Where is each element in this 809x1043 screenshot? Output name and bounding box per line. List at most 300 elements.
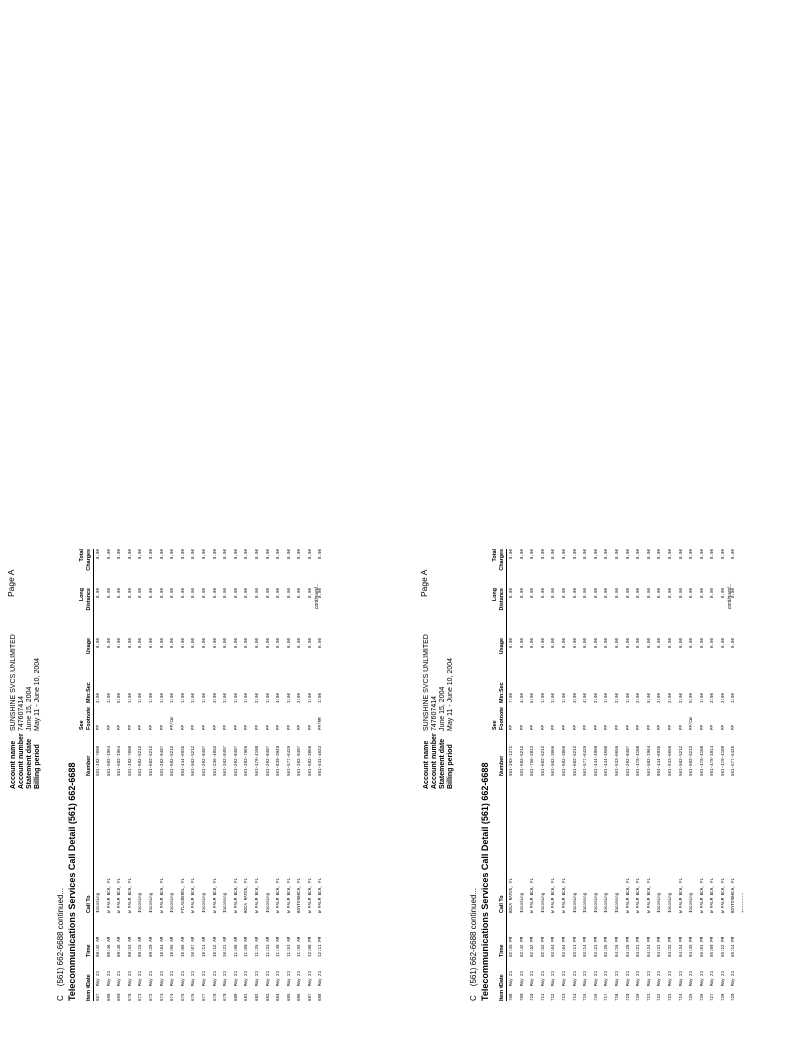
table-row	[295, 549, 306, 1001]
footnote-cell: PP	[266, 724, 271, 730]
time-cell: 03:11 PM	[573, 936, 578, 957]
number-cell: 561-202-8497	[160, 745, 165, 776]
time-cell: 09:29 AM	[149, 936, 154, 957]
billing-period-label: Billing period	[34, 744, 41, 789]
continued-heading-text: (561) 662-6688 continued...	[56, 887, 65, 987]
minsec-cell: 2:00	[668, 692, 673, 703]
usage-cell: 0.00	[615, 638, 620, 649]
number-cell: 561-502-3866	[308, 745, 313, 776]
usage-cell: 0.00	[531, 638, 536, 649]
header-call-to: Call To	[499, 895, 505, 913]
header-time: Time	[499, 944, 505, 957]
footnote-cell: PP	[149, 724, 154, 730]
total-charges-cell: 0.00	[637, 549, 642, 560]
total-charges-cell: 0.00	[721, 549, 726, 560]
item-cell: 667	[97, 993, 101, 1001]
number-cell: 561-393-1372	[510, 745, 514, 776]
total-charges-cell: 0.00	[139, 549, 144, 560]
item-cell: 727	[711, 993, 716, 1001]
time-cell: 08:42 AM	[97, 936, 101, 957]
header-date: Date	[499, 974, 505, 986]
table-row	[126, 549, 137, 1001]
time-cell: 05:14 PM	[732, 936, 737, 957]
date-cell: May 21	[234, 970, 239, 986]
table-row	[560, 549, 571, 1001]
header-charges: Charges	[86, 549, 92, 571]
number-cell: 561-577-6425	[287, 745, 292, 776]
table-row	[634, 549, 645, 1001]
minsec-cell: 1:00	[234, 692, 239, 703]
item-cell: 671	[139, 993, 144, 1001]
date-cell: May 21	[319, 970, 324, 986]
number-cell: 561-502-5212	[149, 745, 154, 776]
usage-cell: 0.00	[149, 638, 154, 649]
table-row	[729, 549, 740, 1001]
usage-cell: 0.00	[732, 638, 737, 649]
long-distance-cell: 0.00	[626, 588, 631, 599]
long-distance-cell: 0.00	[520, 588, 525, 599]
minsec-cell: 1:00	[245, 692, 250, 703]
long-distance-cell: 0.00	[319, 588, 324, 599]
table-row	[232, 549, 243, 1001]
time-cell: 11:55 AM	[298, 936, 303, 957]
date-cell: May 21	[658, 970, 663, 986]
header-usage: Usage	[499, 638, 505, 655]
footnote-cell: PP	[224, 724, 229, 730]
long-distance-cell: 0.00	[668, 588, 673, 599]
number-cell: 561-478-4188	[700, 745, 705, 776]
usage-cell: 0.00	[647, 638, 652, 649]
header-minsec: Min:Sec	[499, 682, 505, 703]
minsec-cell: 1:00	[562, 692, 567, 703]
time-cell: 09:15 AM	[139, 936, 144, 957]
time-cell: 04:21 PM	[637, 936, 642, 957]
footnote-cell: PP	[700, 724, 705, 730]
usage-cell: 0.00	[562, 638, 567, 649]
table-row	[316, 549, 327, 1001]
number-cell: 561-577-6425	[732, 745, 737, 776]
long-distance-cell: 0.00	[531, 588, 536, 599]
time-cell: 10:05 AM	[171, 936, 176, 957]
footnote-cell: PP	[679, 724, 684, 730]
table-row	[274, 549, 285, 1001]
number-cell: 561-502-5212	[139, 745, 144, 776]
call-to-cell: W PALM BCH, FL	[107, 877, 112, 913]
time-cell: 10:21 AM	[224, 936, 229, 957]
time-cell: 10:12 AM	[213, 936, 218, 957]
table-row	[136, 549, 147, 1001]
time-cell: 03:14 PM	[584, 936, 589, 957]
table-row	[687, 549, 698, 1001]
number-cell: 954-444-6936	[658, 745, 663, 776]
item-cell: 725	[690, 993, 695, 1001]
date-cell: May 21	[118, 970, 123, 986]
billing-period-label: Billing period	[447, 744, 454, 789]
total-charges-cell: 0.00	[97, 549, 101, 560]
number-cell: 561-392-7000	[97, 745, 101, 776]
time-cell: 11:09 AM	[245, 936, 250, 957]
item-cell: 678	[213, 993, 218, 1001]
item-cell: 683	[266, 993, 271, 1001]
call-to-cell: W PALM BCH, FL	[700, 877, 705, 913]
item-cell: 670	[128, 993, 133, 1001]
date-cell: May 21	[626, 970, 631, 986]
time-cell: 05:12 PM	[721, 936, 726, 957]
usage-cell: 0.00	[245, 638, 250, 649]
item-cell: 684	[277, 993, 282, 1001]
footnote-cell: PP	[181, 724, 186, 730]
long-distance-cell: 0.00	[287, 588, 292, 599]
minsec-cell: 1:00	[308, 692, 313, 703]
item-cell: 719	[626, 993, 631, 1001]
usage-cell: 0.00	[679, 638, 684, 649]
number-cell: 561-444-4958	[594, 745, 599, 776]
time-cell: 03:04 PM	[552, 936, 557, 957]
usage-cell: 0.00	[202, 638, 207, 649]
minsec-cell: 2:00	[658, 692, 663, 703]
number-cell: 561-582-1964	[107, 745, 112, 776]
date-cell: May 21	[192, 970, 197, 986]
total-charges-cell: 0.00	[213, 549, 218, 560]
item-cell: 685	[287, 993, 292, 1001]
billing-period-value: May 11 - June 10, 2004	[447, 657, 454, 731]
total-charges-cell: 0.00	[171, 549, 176, 560]
date-cell: May 21	[128, 970, 133, 986]
item-cell: 681	[245, 993, 250, 1001]
account-name-value: SUNSHINE SVCS UNLIMITED	[423, 634, 430, 731]
total-charges-cell: 0.00	[562, 549, 567, 560]
long-distance-cell: 0.00	[615, 588, 620, 599]
table-row	[592, 549, 603, 1001]
usage-cell: 0.00	[107, 638, 112, 649]
table-row	[549, 549, 560, 1001]
usage-cell: 0.00	[700, 638, 705, 649]
date-cell: May 21	[160, 970, 165, 986]
footnote-cell: PP	[658, 724, 663, 730]
number-cell: 954-444-6936	[181, 745, 186, 776]
table-row	[242, 549, 253, 1001]
header-long: Long	[492, 588, 498, 602]
total-charges-cell: 0.00	[224, 549, 229, 560]
table-row	[645, 549, 656, 1001]
call-to-cell: W PALM BCH, FL	[637, 877, 642, 913]
item-cell: 721	[647, 993, 652, 1001]
footnote-cell: PP	[573, 724, 578, 730]
minsec-cell: 7:00	[510, 692, 514, 703]
usage-cell: 0.00	[224, 638, 229, 649]
header-item: Item #	[499, 985, 505, 1001]
call-to-cell: Incoming	[573, 892, 578, 913]
item-cell: 674	[171, 993, 176, 1001]
time-cell: 03:04 PM	[562, 936, 567, 957]
long-distance-cell: 0.00	[711, 588, 716, 599]
number-cell: 561-478-4188	[721, 745, 726, 776]
number-cell: 561-202-8497	[202, 745, 207, 776]
call-to-cell: W PALM BCH, FL	[552, 877, 557, 913]
call-to-cell: Incoming	[97, 892, 101, 913]
long-distance-cell: 0.00	[128, 588, 133, 599]
table-row	[528, 549, 539, 1001]
call-to-cell: W PALM BCH, FL	[647, 877, 652, 913]
total-charges-cell: 0.00	[160, 549, 165, 560]
call-detail-table	[78, 549, 330, 1001]
time-cell: 11:25 AM	[255, 936, 260, 957]
time-cell: 04:16 PM	[615, 936, 620, 957]
page-label: Page A	[6, 569, 16, 597]
date-cell: May 21	[605, 970, 610, 986]
number-cell: 561-202-8497	[224, 745, 229, 776]
total-charges-cell: 0.00	[298, 549, 303, 560]
usage-cell: 0.00	[668, 638, 673, 649]
footnote-cell: PP	[594, 724, 599, 730]
call-to-cell: BOYTONBHCH, FL	[298, 877, 303, 913]
table-row	[602, 549, 613, 1001]
footnote-cell: PP	[234, 724, 239, 730]
usage-cell: 0.00	[128, 638, 133, 649]
footnote-cell: PP	[160, 724, 165, 730]
header-distance: Distance	[499, 588, 505, 611]
header-call-to: Call To	[86, 895, 92, 913]
header-item: Item #	[86, 985, 92, 1001]
number-cell: 561-502-5212	[679, 745, 684, 776]
minsec-cell: 4:00	[277, 692, 282, 703]
minsec-cell: 1:00	[732, 692, 737, 703]
usage-cell: 0.00	[541, 638, 546, 649]
total-charges-cell: 0.00	[149, 549, 154, 560]
number-cell: 561-202-8497	[626, 745, 631, 776]
table-row	[147, 549, 158, 1001]
long-distance-cell: 0.00	[308, 588, 313, 599]
footnote-cell: PP/CW	[690, 717, 695, 730]
footnote-cell: PP	[255, 724, 260, 730]
total-charges-cell: 0.00	[319, 549, 324, 560]
usage-cell: 0.00	[573, 638, 578, 649]
long-distance-cell: 0.00	[562, 588, 567, 599]
minsec-cell: 1:00	[224, 692, 229, 703]
total-charges-cell: 0.00	[118, 549, 123, 560]
footnote-cell: PP	[287, 724, 292, 730]
table-row	[571, 549, 582, 1001]
number-cell: 561-502-3066	[552, 745, 557, 776]
call-to-cell: Incoming	[171, 892, 176, 913]
time-cell: 08:46 AM	[107, 936, 112, 957]
total-charges-cell: 0.00	[531, 549, 536, 560]
usage-cell: 0.00	[255, 638, 260, 649]
item-cell: 675	[181, 993, 186, 1001]
account-name-label: Account name	[10, 740, 17, 789]
long-distance-cell: 0.00	[298, 588, 303, 599]
continued-heading-text: (561) 662-6688 continued...	[469, 887, 478, 987]
long-distance-cell: 0.00	[690, 588, 695, 599]
long-distance-cell: 0.00	[541, 588, 546, 599]
call-to-cell: W PALM BCH, FL	[287, 877, 292, 913]
call-to-cell: Incoming	[584, 892, 589, 913]
usage-cell: 0.00	[277, 638, 282, 649]
usage-cell: 0.00	[234, 638, 239, 649]
total-charges-cell: 0.00	[552, 549, 557, 560]
number-cell: 561-577-6425	[584, 745, 589, 776]
call-detail-table	[491, 549, 743, 1001]
minsec-cell: 2:00	[97, 692, 101, 703]
call-to-cell: W PALM BCH, FL	[234, 877, 239, 913]
call-to-cell: W PALM BCH, FL	[160, 877, 165, 913]
date-cell: May 21	[552, 970, 557, 986]
table-row	[200, 549, 211, 1001]
total-charges-cell: 0.00	[668, 549, 673, 560]
date-cell: May 21	[679, 970, 684, 986]
usage-cell: 0.00	[721, 638, 726, 649]
minsec-cell: 1:00	[552, 692, 557, 703]
usage-cell: 0.00	[118, 638, 123, 649]
date-cell: May 21	[287, 970, 292, 986]
total-charges-cell: 0.00	[541, 549, 546, 560]
footnote-cell: PP	[107, 724, 112, 730]
time-cell: 02:52 PM	[541, 936, 546, 957]
long-distance-cell: 0.00	[171, 588, 176, 599]
time-cell: 04:35 PM	[690, 936, 695, 957]
statement-date-value: June 15, 2004	[439, 686, 446, 731]
minsec-cell: 1:00	[139, 692, 144, 703]
call-to-cell: Incoming	[541, 892, 546, 913]
footnote-cell: PP	[213, 724, 218, 730]
footnote-cell: PP	[308, 724, 313, 730]
table-row	[666, 549, 677, 1001]
table-row	[539, 549, 550, 1001]
item-cell: 713	[562, 993, 567, 1001]
usage-cell: 0.00	[287, 638, 292, 649]
time-cell: 10:06 AM	[181, 936, 186, 957]
header-distance: Distance	[86, 588, 92, 611]
number-cell: 561-582-1964	[647, 745, 652, 776]
item-cell: 668	[107, 993, 112, 1001]
continued-heading	[469, 888, 478, 1001]
call-to-cell: Incoming	[615, 892, 620, 913]
total-charges-cell: 0.00	[732, 549, 737, 560]
minsec-cell: 3:00	[213, 692, 218, 703]
number-cell: 561-502-5212	[573, 745, 578, 776]
minsec-cell: 1:00	[626, 692, 631, 703]
minsec-cell: 1:00	[192, 692, 197, 703]
date-cell: May 21	[97, 970, 101, 986]
long-distance-cell: 0.00	[107, 588, 112, 599]
call-to-cell: W PALM BCH, FL	[711, 877, 716, 913]
long-distance-cell: 0.00	[658, 588, 663, 599]
continued-note: continued...	[727, 583, 733, 609]
minsec-cell: 1:00	[202, 692, 207, 703]
table-row	[518, 549, 529, 1001]
call-to-cell: W PALM BCH, FL	[721, 877, 726, 913]
usage-cell: 0.00	[97, 638, 101, 649]
call-to-cell: W PALM BCH, FL	[192, 877, 197, 913]
table-row	[327, 549, 330, 1001]
statement-date-label: Statement date	[26, 738, 33, 789]
call-to-cell: Incoming	[149, 892, 154, 913]
total-charges-cell: 0.00	[700, 549, 705, 560]
total-charges-cell: 0.00	[711, 549, 716, 560]
billing-period-value: May 11 - June 10, 2004	[34, 657, 41, 731]
date-cell: May 21	[700, 970, 705, 986]
footnote-cell: PP	[711, 724, 716, 730]
number-cell: 561-502-5212	[541, 745, 546, 776]
item-cell: 714	[573, 993, 578, 1001]
call-to-cell: Incoming	[224, 892, 229, 913]
header-charges: Charges	[499, 549, 505, 571]
item-cell: 728	[721, 993, 726, 1001]
footnote-cell: PP	[552, 724, 557, 730]
footnote-cell: PP	[118, 724, 123, 730]
call-to-cell: FTLAUDERDL, FL	[181, 877, 186, 913]
usage-cell: 0.00	[213, 638, 218, 649]
footnote-cell: PP	[605, 724, 610, 730]
minsec-cell: 6:00	[118, 692, 123, 703]
usage-cell: 0.00	[584, 638, 589, 649]
usage-cell: 0.00	[510, 638, 514, 649]
table-row	[677, 549, 688, 1001]
footnote-cell: PP	[541, 724, 546, 730]
long-distance-cell: 0.00	[139, 588, 144, 599]
item-cell: 718	[615, 993, 620, 1001]
date-cell: May 21	[732, 970, 737, 986]
minsec-cell: 1:00	[605, 692, 610, 703]
date-cell: May 21	[181, 970, 186, 986]
item-cell: 688	[319, 993, 324, 1001]
number-cell: 561-393-7965	[245, 745, 250, 776]
item-cell: 673	[160, 993, 165, 1001]
call-to-cell: W PALM BCH, FL	[679, 877, 684, 913]
item-cell: 677	[202, 993, 207, 1001]
header-long: Long	[79, 588, 85, 602]
footnote-cell: PP	[732, 724, 737, 730]
number-cell: 561-202-8497	[234, 745, 239, 776]
item-cell: 724	[679, 993, 684, 1001]
usage-cell: 0.00	[308, 638, 313, 649]
long-distance-cell: 0.00	[224, 588, 229, 599]
minsec-cell: 4:00	[584, 692, 589, 703]
time-cell: 04:32 PM	[668, 936, 673, 957]
long-distance-cell: 0.00	[277, 588, 282, 599]
item-cell: 686	[298, 993, 303, 1001]
statement-page-1	[0, 521, 330, 1021]
time-cell: 11:53 AM	[287, 936, 292, 957]
account-name-value: SUNSHINE SVCS UNLIMITED	[10, 634, 17, 731]
date-cell: May 21	[711, 970, 716, 986]
total-charges-cell: 0.00	[266, 549, 271, 560]
footnote-cell: PP	[647, 724, 652, 730]
minsec-cell: 1:00	[700, 692, 705, 703]
table-row	[189, 549, 200, 1001]
item-cell: 716	[594, 993, 599, 1001]
header-minsec: Min:Sec	[86, 682, 92, 703]
date-cell: May 21	[213, 970, 218, 986]
item-cell: 720	[637, 993, 642, 1001]
item-cell: 708	[510, 993, 514, 1001]
call-to-cell: BOCA RATON, FL	[510, 877, 514, 913]
header-number: Number	[499, 755, 505, 776]
minsec-cell: 1:00	[287, 692, 292, 703]
minsec-cell: 6:00	[531, 692, 536, 703]
time-cell: 10:07 AM	[192, 936, 197, 957]
total-charges-cell: 0.00	[605, 549, 610, 560]
number-cell: 561-502-5212	[192, 745, 197, 776]
long-distance-cell: 0.00	[160, 588, 165, 599]
time-cell: 08:53 AM	[128, 936, 133, 957]
usage-cell: 0.00	[658, 638, 663, 649]
date-cell: May 21	[541, 970, 546, 986]
long-distance-cell: 0.00	[594, 588, 599, 599]
time-cell: 11:49 AM	[277, 936, 282, 957]
total-charges-cell: 0.00	[647, 549, 652, 560]
number-cell: 561-236-4852	[213, 745, 218, 776]
